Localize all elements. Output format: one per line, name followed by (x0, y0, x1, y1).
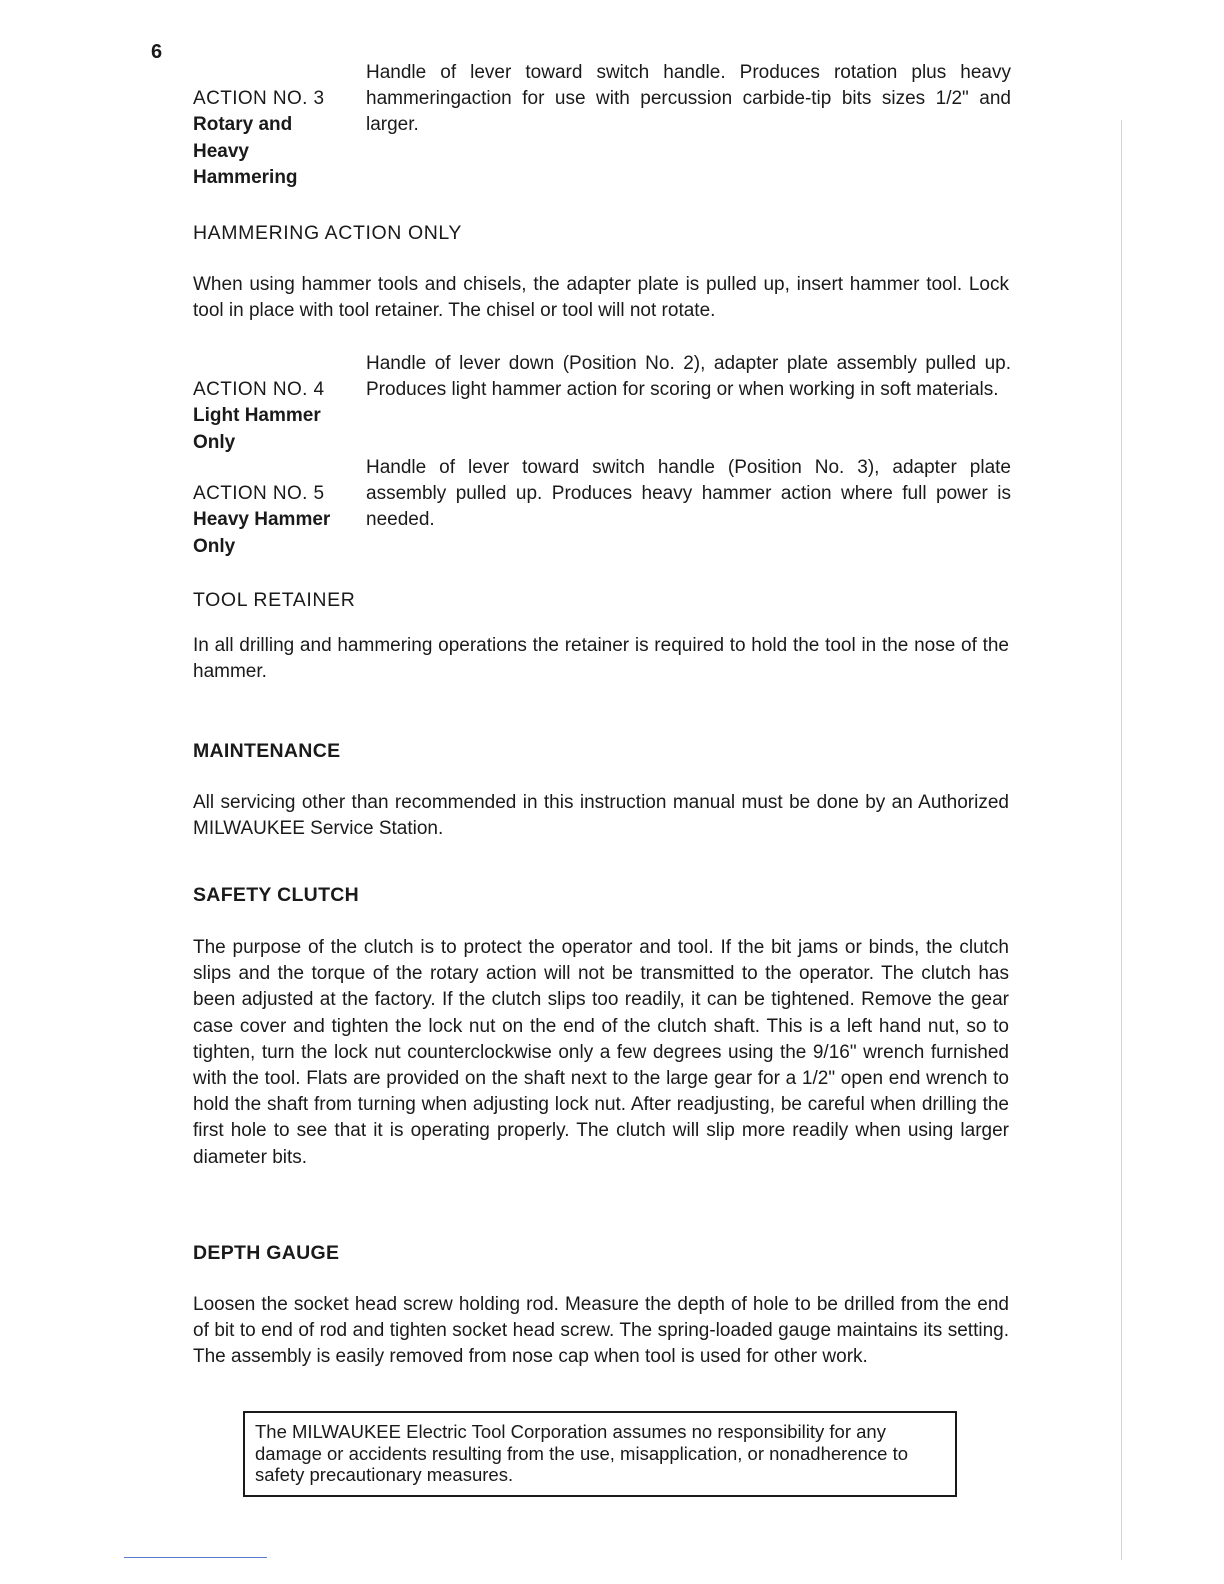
action-4-title: ACTION NO. 4 (193, 379, 325, 401)
action-3-description: Handle of lever toward switch handle. Produces rotation plus heavy hammeringaction for use with percussion carbide-tip bits sizes 1/2" and larger. (366, 62, 1011, 136)
footer-rule (124, 1557, 267, 1558)
safety-clutch-body: The purpose of the clutch is to protect the operator and tool. If the bit jams or binds, the clutch slips and the torque of the rotary action will not be transmitted to the operator. The clutch has been adjusted at the factory. If the clutch slips too readily, it can be tightened. Remove the gear case cover and tighten the lock nut on the end of the clutch shaft. This is a left hand nut, so to tighten, turn the lock nut counterclockwise only a few degrees using the 9/16" wrench furnished with the tool. Flats are provided on the shaft next to the large gear for a 1/2" open end wrench to hold the shaft from turning when adjusting lock nut. After readjusting, be careful when drilling the first hole to see that it is operating properly. The clutch will slip more readily when using larger diameter bits. (193, 937, 1009, 1168)
maintenance-body: All servicing other than recommended in this instruction manual must be done by an Authorized MILWAUKEE Service Station. (193, 792, 1009, 840)
hammering-body: When using hammer tools and chisels, the adapter plate is pulled up, insert hammer tool. Lock tool in place with tool retainer. The chisel or tool will not rotate. (193, 274, 1009, 322)
page-number: 6 (151, 41, 163, 63)
action-5-title: ACTION NO. 5 (193, 483, 325, 505)
tool-retainer-heading: TOOL RETAINER (193, 589, 356, 611)
action-4-row (193, 351, 1011, 456)
action-5-label (193, 455, 366, 560)
action-5-description: Handle of lever toward switch handle (Position No. 3), adapter plate assembly pulled up. Produces heavy hammer action where full power is needed. (366, 457, 1011, 531)
action-5-subtitle: Heavy Hammer Only (193, 509, 331, 557)
depth-gauge-body: Loosen the socket head screw holding rod. Measure the depth of hole to be drilled from the end of bit to end of rod and tighten socket head screw. The spring-loaded gauge maintains its setting. The assembly is easily removed from nose cap when tool is used for other work. (193, 1294, 1009, 1368)
tool-retainer-body: In all drilling and hammering operations the retainer is required to hold the tool in the nose of the hammer. (193, 635, 1009, 683)
maintenance-heading: MAINTENANCE (193, 740, 341, 762)
action-4-description: Handle of lever down (Position No. 2), adapter plate assembly pulled up. Produces light hammer action for scoring or when working in soft materials. (366, 353, 1011, 401)
action-3-subtitle: Rotary and Heavy Hammering (193, 114, 298, 188)
scan-edge-line (1121, 120, 1122, 1560)
safety-clutch-heading: SAFETY CLUTCH (193, 884, 360, 906)
action-3-title: ACTION NO. 3 (193, 88, 325, 110)
action-4-subtitle: Light Hammer Only (193, 405, 321, 453)
disclaimer-box: The MILWAUKEE Electric Tool Corporation assumes no responsibility for any damage or accidents resulting from the use, misapplication, or nonadherence to safety precautionary measures. (243, 1411, 957, 1497)
action-3-label (193, 60, 366, 191)
depth-gauge-heading: DEPTH GAUGE (193, 1242, 340, 1264)
hammering-heading: HAMMERING ACTION ONLY (193, 222, 463, 244)
action-4-label (193, 351, 366, 456)
action-3-row (193, 60, 1011, 191)
action-5-row (193, 455, 1011, 560)
